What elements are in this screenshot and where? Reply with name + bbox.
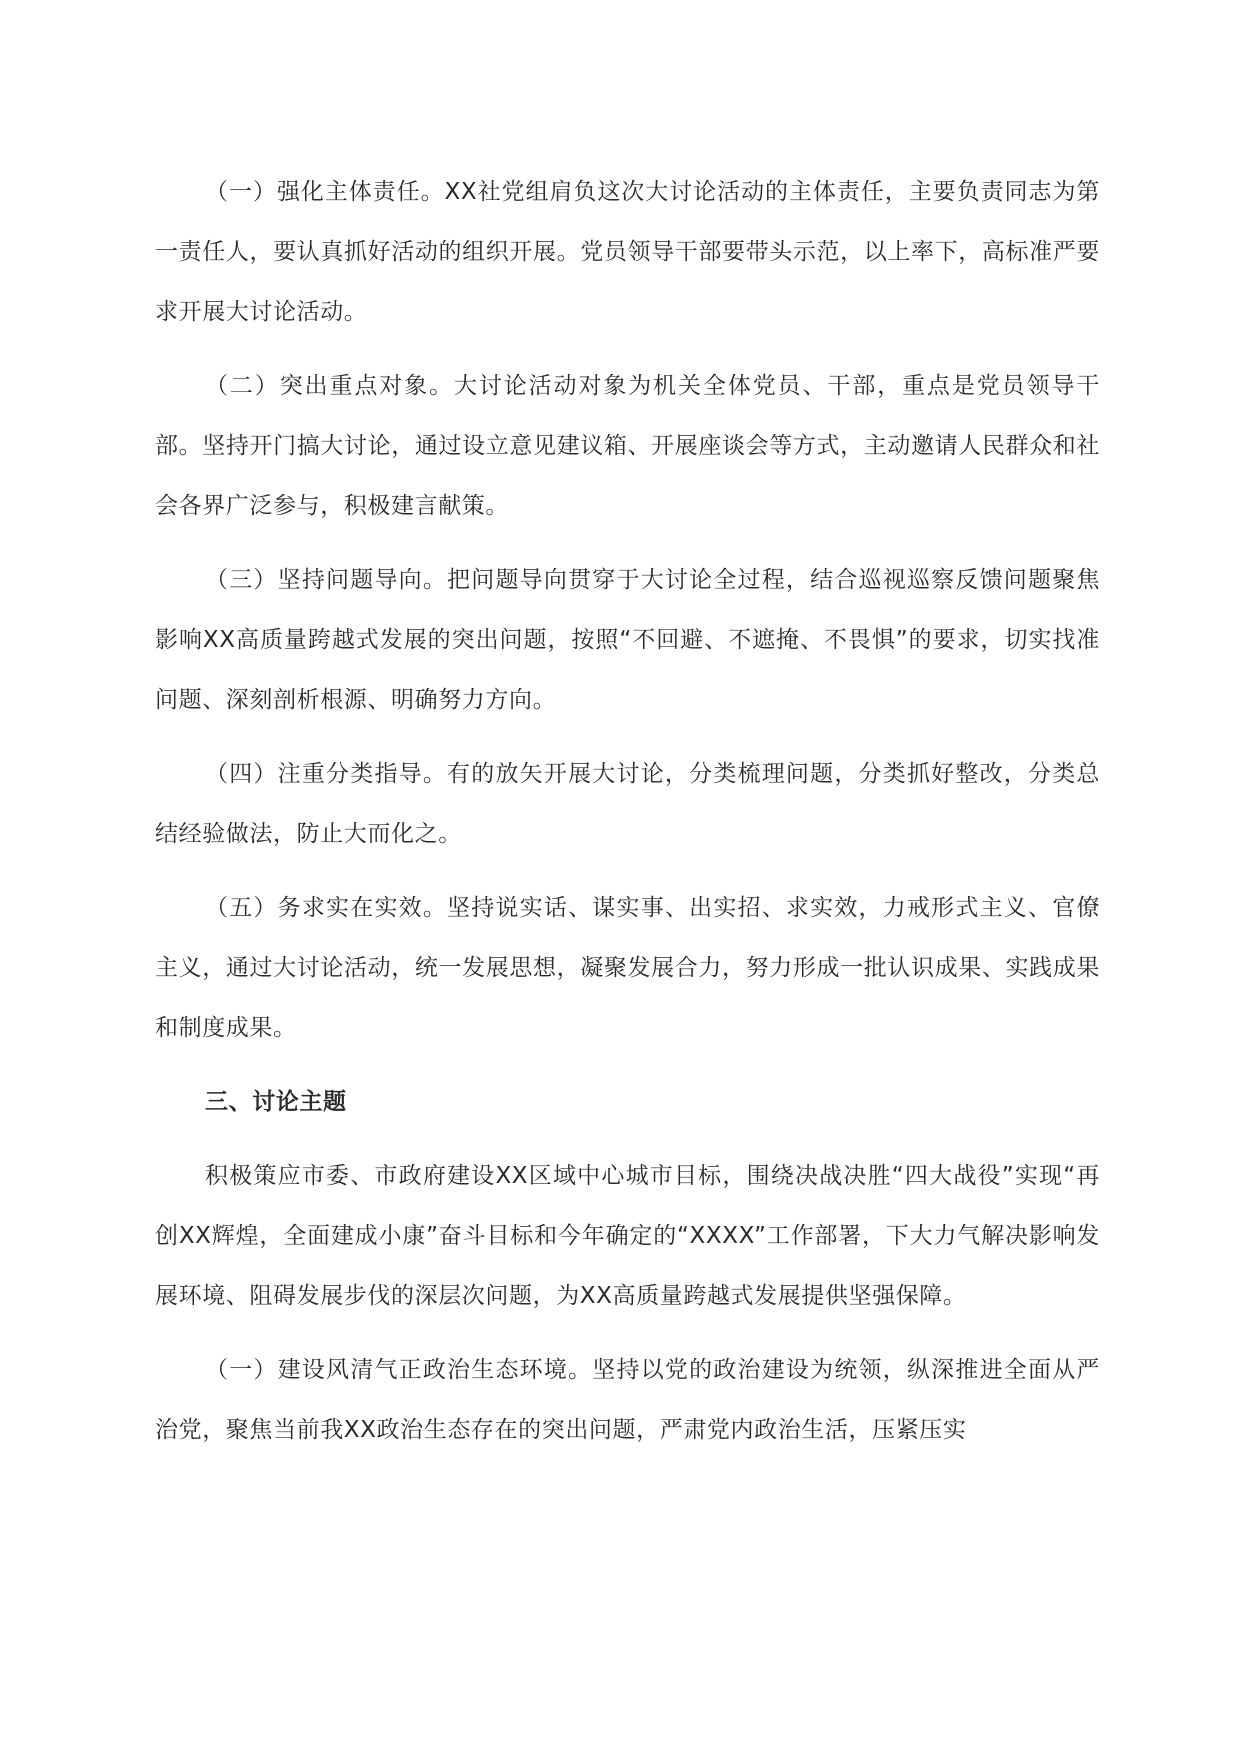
paragraph-problem-orientation: （三）坚持问题导向。把问题导向贯穿于大讨论全过程，结合巡视巡察反馈问题聚焦影响XX高质量跨越式发展的突出问题，按照“不回避、不遮掩、不畏惧”的要求，切实找准问题、深刻剖析根源、明确努力方向。 bbox=[155, 567, 1100, 713]
paragraph-political-ecology: （一）建设风清气正政治生态环境。坚持以党的政治建设为统领，纵深推进全面从严治党，聚焦当前我XX政治生态存在的突出问题，严肃党内政治生活，压紧压实 bbox=[155, 1357, 1100, 1443]
section-heading-discussion-theme: 三、讨论主题 bbox=[205, 1089, 347, 1115]
paragraph-practical-results: （五）务求实在实效。坚持说实话、谋实事、出实招、求实效，力戒形式主义、官僚主义，通过大讨论活动，统一发展思想，凝聚发展合力，努力形成一批认识成果、实践成果和制度成果。 bbox=[155, 895, 1100, 1041]
paragraph-theme-intro: 积极策应市委、市政府建设XX区域中心城市目标，围绕决战决胜“四大战役”实现“再创XX辉煌，全面建成小康”奋斗目标和今年确定的“XXXX”工作部署，下大力气解决影响发展环境、阻碍发展步伐的深层次问题，为XX高质量跨越式发展提供坚强保障。 bbox=[155, 1163, 1100, 1309]
paragraph-key-targets: （二）突出重点对象。大讨论活动对象为机关全体党员、干部，重点是党员领导干部。坚持开门搞大讨论，通过设立意见建议箱、开展座谈会等方式，主动邀请人民群众和社会各界广泛参与，积极建言献策。 bbox=[155, 373, 1100, 519]
document-body bbox=[155, 162, 1100, 1460]
paragraph-classified-guidance: （四）注重分类指导。有的放矢开展大讨论，分类梳理问题，分类抓好整改，分类总结经验做法，防止大而化之。 bbox=[155, 761, 1100, 847]
paragraph-responsibility: （一）强化主体责任。XX社党组肩负这次大讨论活动的主体责任，主要负责同志为第一责任人，要认真抓好活动的组织开展。党员领导干部要带头示范，以上率下，高标准严要求开展大讨论活动。 bbox=[155, 179, 1100, 325]
